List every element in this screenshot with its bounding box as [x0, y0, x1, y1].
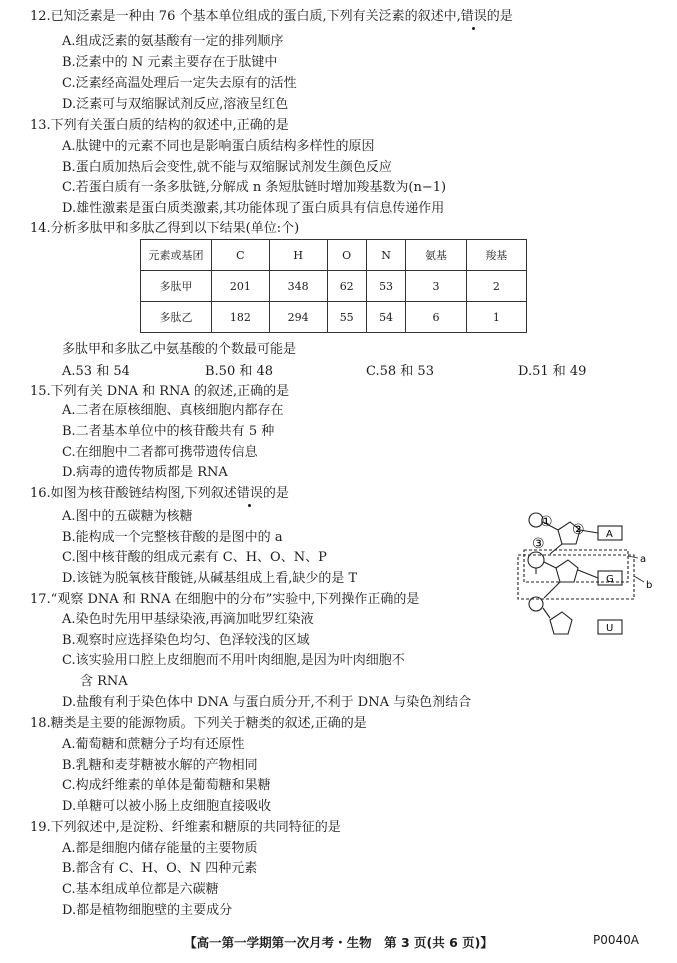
q14-question: 多肽甲和多肽乙中氨基酸的个数最可能是: [62, 342, 297, 357]
q16-stem: 16.如图为核苷酸链结构图,下列叙述错误的是: [30, 486, 289, 501]
base-label-g: G: [606, 574, 614, 585]
q17-option-d: D.盐酸有利于染色体中 DNA 与蛋白质分开,不利于 DNA 与染色剂结合: [62, 695, 472, 710]
q14-stem: 14.分析多肽甲和多肽乙得到以下结果(单位:个): [30, 221, 300, 236]
q12-option-a: A.组成泛素的氨基酸有一定的排列顺序: [62, 34, 284, 49]
q14-option-c: C.58 和 53: [366, 364, 434, 379]
table-cell: 多肽乙: [141, 302, 212, 333]
q16-option-c: C.图中核苷酸的组成元素有 C、H、O、N、P: [62, 550, 327, 565]
table-header-cell: N: [366, 240, 405, 271]
table-cell: 62: [327, 271, 366, 302]
q18-option-d: D.单糖可以被小肠上皮细胞直接吸收: [62, 799, 272, 814]
q13-option-b: B.蛋白质加热后会变性,就不能与双缩脲试剂发生颜色反应: [62, 160, 392, 175]
table-cell: 201: [212, 271, 270, 302]
table-cell: 348: [269, 271, 327, 302]
q18-stem: 18.糖类是主要的能源物质。下列关于糖类的叙述,正确的是: [30, 716, 367, 731]
table-cell: 1: [466, 302, 526, 333]
q19-option-b: B.都含有 C、H、O、N 四种元素: [62, 861, 258, 876]
table-cell: 3: [406, 271, 466, 302]
q15-stem: 15.下列有关 DNA 和 RNA 的叙述,正确的是: [30, 384, 290, 399]
table-cell: 55: [327, 302, 366, 333]
table-header-cell: 元素或基团: [141, 240, 212, 271]
q17-option-c: C.该实验用口腔上皮细胞而不用叶肉细胞,是因为叶肉细胞不: [62, 653, 405, 668]
table-header-cell: 羧基: [466, 240, 526, 271]
paper-code: P0040A: [593, 933, 639, 947]
pentose-sugar: [556, 560, 578, 582]
q14-data-table: [140, 239, 527, 333]
table-cell: 53: [366, 271, 405, 302]
table-row: [141, 302, 527, 333]
q18-option-a: A.葡萄糖和蔗糖分子均有还原性: [62, 737, 245, 752]
phosphate-circle: [528, 552, 544, 568]
table-header-cell: C: [212, 240, 270, 271]
q18-option-b: B.乳糖和麦芽糖被水解的产物相同: [62, 758, 258, 773]
q13-option-a: A.肽键中的元素不同也是影响蛋白质结构多样性的原因: [62, 139, 375, 154]
q15-option-c: C.在细胞中二者都可携带遗传信息: [62, 445, 258, 460]
q14-option-b: B.50 和 48: [205, 364, 274, 379]
q15-option-b: B.二者基本单位中的核苷酸共有 5 种: [62, 424, 275, 439]
q19-option-c: C.基本组成单位都是六碳糖: [62, 882, 219, 897]
q16-option-a: A.图中的五碳糖为核糖: [62, 509, 193, 524]
q12-option-d: D.泛素可与双缩脲试剂反应,溶液呈红色: [62, 97, 289, 112]
q13-stem: 13.下列有关蛋白质的结构的叙述中,正确的是: [30, 118, 289, 133]
table-cell: 2: [466, 271, 526, 302]
region-label-b: b: [646, 580, 653, 591]
table-cell: 54: [366, 302, 405, 333]
q19-option-a: A.都是细胞内储存能量的主要物质: [62, 841, 258, 856]
q16-option-d: D.该链为脱氧核苷酸链,从碱基组成上看,缺少的是 T: [62, 571, 358, 586]
q13-option-d: D.雄性激素是蛋白质类激素,其功能体现了蛋白质具有信息传递作用: [62, 201, 445, 216]
q17-option-b: B.观察时应选择染色均匀、色泽较浅的区域: [62, 633, 310, 648]
table-cell: 多肽甲: [141, 271, 212, 302]
base-label-u: U: [606, 623, 614, 634]
table-header-row: [141, 240, 527, 271]
q13-option-c: C.若蛋白质有一条多肽链,分解成 n 条短肽链时增加羧基数为(n−1): [62, 180, 447, 195]
q12-emphasis: 错误: [460, 9, 487, 24]
q14-option-a: A.53 和 54: [62, 364, 130, 379]
base-label-a: A: [606, 529, 613, 540]
q18-option-c: C.构成纤维素的单体是葡萄糖和果糖: [62, 778, 271, 793]
q15-option-d: D.病毒的遗传物质都是 RNA: [62, 465, 228, 480]
table-header-cell: O: [327, 240, 366, 271]
diagram-label-2: ②: [572, 522, 585, 538]
q12-option-c: C.泛素经高温处理后一定失去原有的活性: [62, 76, 297, 91]
q19-stem: 19.下列叙述中,是淀粉、纤维素和糖原的共同特征的是: [30, 820, 341, 835]
q12-stem: 12.已知泛素是一种由 76 个基本单位组成的蛋白质,下列有关泛素的叙述中,错误的是: [30, 9, 513, 24]
q17-option-c-continued: 含 RNA: [80, 674, 128, 689]
q17-stem: 17.“观察 DNA 和 RNA 在细胞中的分布”实验中,下列操作正确的是: [30, 592, 420, 607]
q16-emphasis: 错误: [236, 486, 263, 501]
q17-option-a: A.染色时先用甲基绿染液,再滴加吡罗红染液: [62, 612, 314, 627]
q14-option-d: D.51 和 49: [518, 364, 587, 379]
table-row: [141, 271, 527, 302]
table-cell: 182: [212, 302, 270, 333]
nucleotide-chain-diagram: [510, 508, 660, 648]
diagram-label-1: ①: [540, 514, 553, 530]
pentose-sugar: [550, 612, 572, 634]
table-header-cell: 氨基: [406, 240, 466, 271]
q19-option-d: D.都是植物细胞壁的主要成分: [62, 903, 233, 918]
region-label-a: a: [640, 554, 647, 565]
q12-option-b: B.泛素中的 N 元素主要存在于肽键中: [62, 55, 278, 70]
diagram-label-3: ③: [532, 536, 545, 552]
q16-option-b: B.能构成一个完整核苷酸的是图中的 a: [62, 530, 283, 545]
q15-option-a: A.二者在原核细胞、真核细胞内都存在: [62, 403, 284, 418]
page-footer-title: 【高一第一学期第一次月考・生物 第 3 页(共 6 页)】: [184, 935, 493, 950]
table-cell: 294: [269, 302, 327, 333]
table-cell: 6: [406, 302, 466, 333]
table-header-cell: H: [269, 240, 327, 271]
